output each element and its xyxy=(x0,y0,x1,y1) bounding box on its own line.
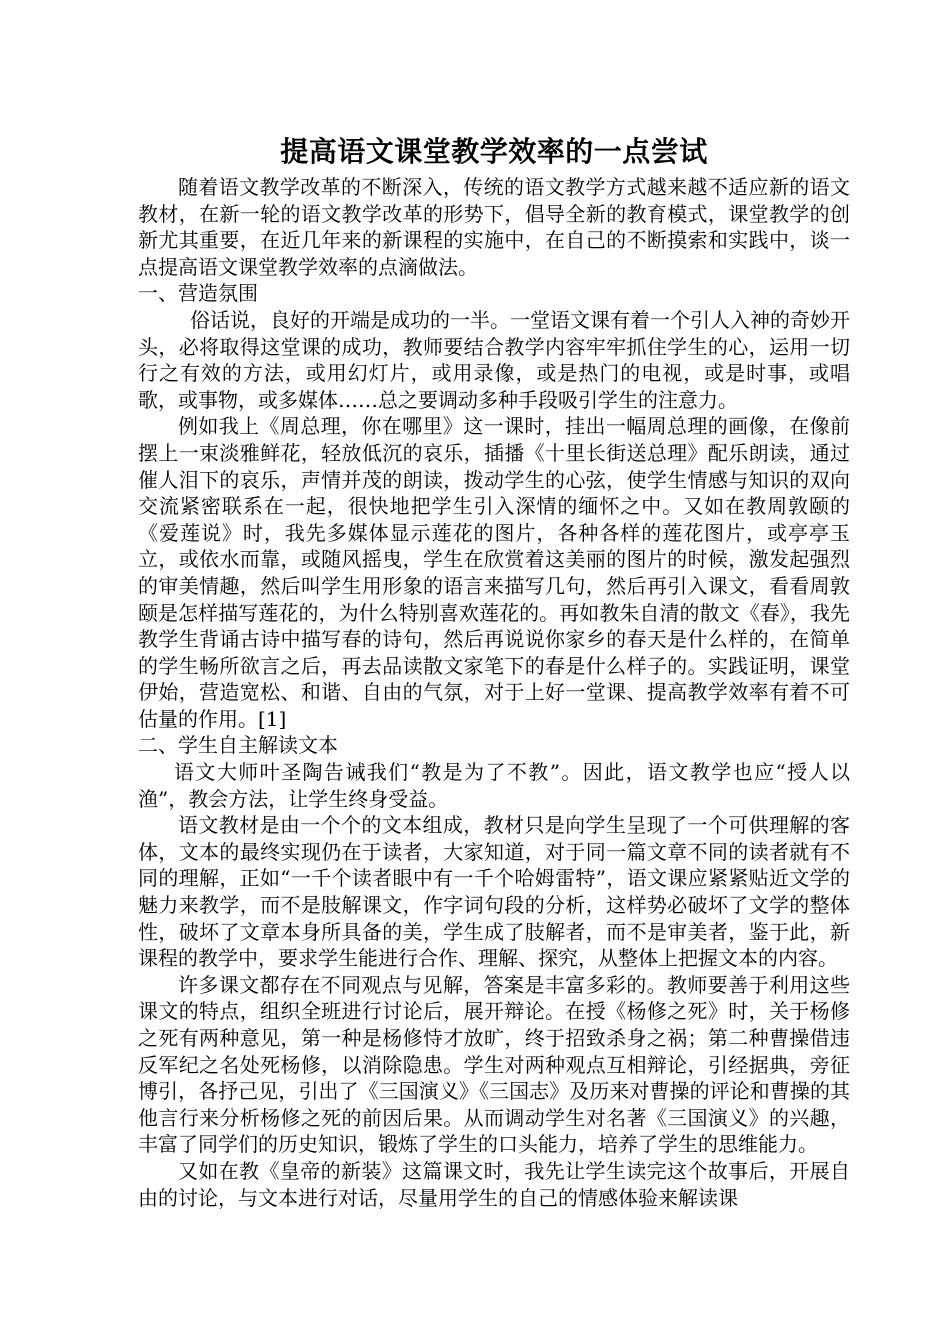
section1-paragraph-1: 俗话说，良好的开端是成功的一半。一堂语文课有着一个引人入神的奇妙开头，必将取得这堂课的成功，教师要结合教学内容牢牢抓住学生的心，运用一切行之有效的方法，或用幻灯片，或用录像，或是热门的电视，或是时事，或唱歌，或事物，或多媒体……总之要调动多种手段吸引学生的注意力。 xyxy=(138,307,850,412)
section2-paragraph-2: 语文教材是由一个个的文本组成，教材只是向学生呈现了一个可供理解的客体，文本的最终实现仍在于读者，大家知道，对于同一篇文章不同的读者就有不同的理解，正如“一千个读者眼中有一千个哈姆雷特”，语文课应紧紧贴近文学的魅力来教学，而不是肢解课文，作字词句段的分析，这样势必破坏了文学的整体性，破坏了文章本身所具备的美，学生成了肢解者，而不是审美者，鉴于此，新课程的教学中，要求学生能进行合作、理解、探究，从整体上把握文本的内容。 xyxy=(138,813,850,971)
section-heading-2: 二、学生自主解读文本 xyxy=(138,733,338,758)
section1-paragraph-2: 例如我上《周总理，你在哪里》这一课时，挂出一幅周总理的画像，在像前摆上一束淡雅鲜花，轻放低沉的哀乐，插播《十里长街送总理》配乐朗读，通过催人泪下的哀乐，声情并茂的朗读，拨动学生的心弦，使学生情感与知识的双向交流紧密联系在一起，很快地把学生引入深情的缅怀之中。又如在教周敦颐的《爱莲说》时，我先多媒体显示莲花的图片，各种各样的莲花图片，或亭亭玉立，或依水而靠，或随风摇曳，学生在欣赏着这美丽的图片的时候，激发起强烈的审美情趣，然后叫学生用形象的语言来描写几句，然后再引入课文，看看周敦颐是怎样描写莲花的，为什么特别喜欢莲花的。再如教朱自清的散文《春》，我先教学生背诵古诗中描写春的诗句，然后再说说你家乡的春天是什么样的，在简单的学生畅所欲言之后，再去品读散文家笔下的春是什么样子的。实践证明，课堂伊始，营造宽松、和谐、自由的气氛，对于上好一堂课、提高教学效率有着不可估量的作用。[1] xyxy=(138,414,850,731)
document-body xyxy=(138,134,850,1211)
document-title: 提高语文课堂教学效率的一点尝试 xyxy=(280,135,708,168)
section2-paragraph-3: 许多课文都存在不同观点与见解，答案是丰富多彩的。教师要善于利用这些课文的特点，组织全班进行讨论后，展开辩论。在授《杨修之死》时，关于杨修之死有两种意见，第一种是杨修恃才放旷，终于招致杀身之祸；第二种曹操借违反军纪之名处死杨修，以消除隐患。学生对两种观点互相辩论，引经据典，旁征博引，各抒己见，引出了《三国演义》《三国志》及历来对曹操的评论和曹操的其他言行来分析杨修之死的前因后果。从而调动学生对名著《三国演义》的兴趣，丰富了同学们的历史知识，锻炼了学生的口头能力，培养了学生的思维能力。 xyxy=(138,972,850,1157)
section2-paragraph-1: 语文大师叶圣陶告诫我们“教是为了不教”。因此，语文教学也应“授人以渔”，教会方法，让学生终身受益。 xyxy=(138,760,850,811)
section-heading-1: 一、营造氛围 xyxy=(138,281,258,306)
section2-paragraph-4: 又如在教《皇帝的新装》这篇课文时，我先让学生读完这个故事后，开展自由的讨论，与文本进行对话，尽量用学生的自己的情感体验来解读课 xyxy=(138,1158,850,1210)
intro-paragraph: 随着语文教学改革的不断深入，传统的语文教学方式越来越不适应新的语文教材，在新一轮的语文教学改革的形势下，倡导全新的教育模式，课堂教学的创新尤其重要，在近几年来的新课程的实施中，在自己的不断摸索和实践中，谈一点提高语文课堂教学效率的点滴做法。 xyxy=(138,175,850,279)
